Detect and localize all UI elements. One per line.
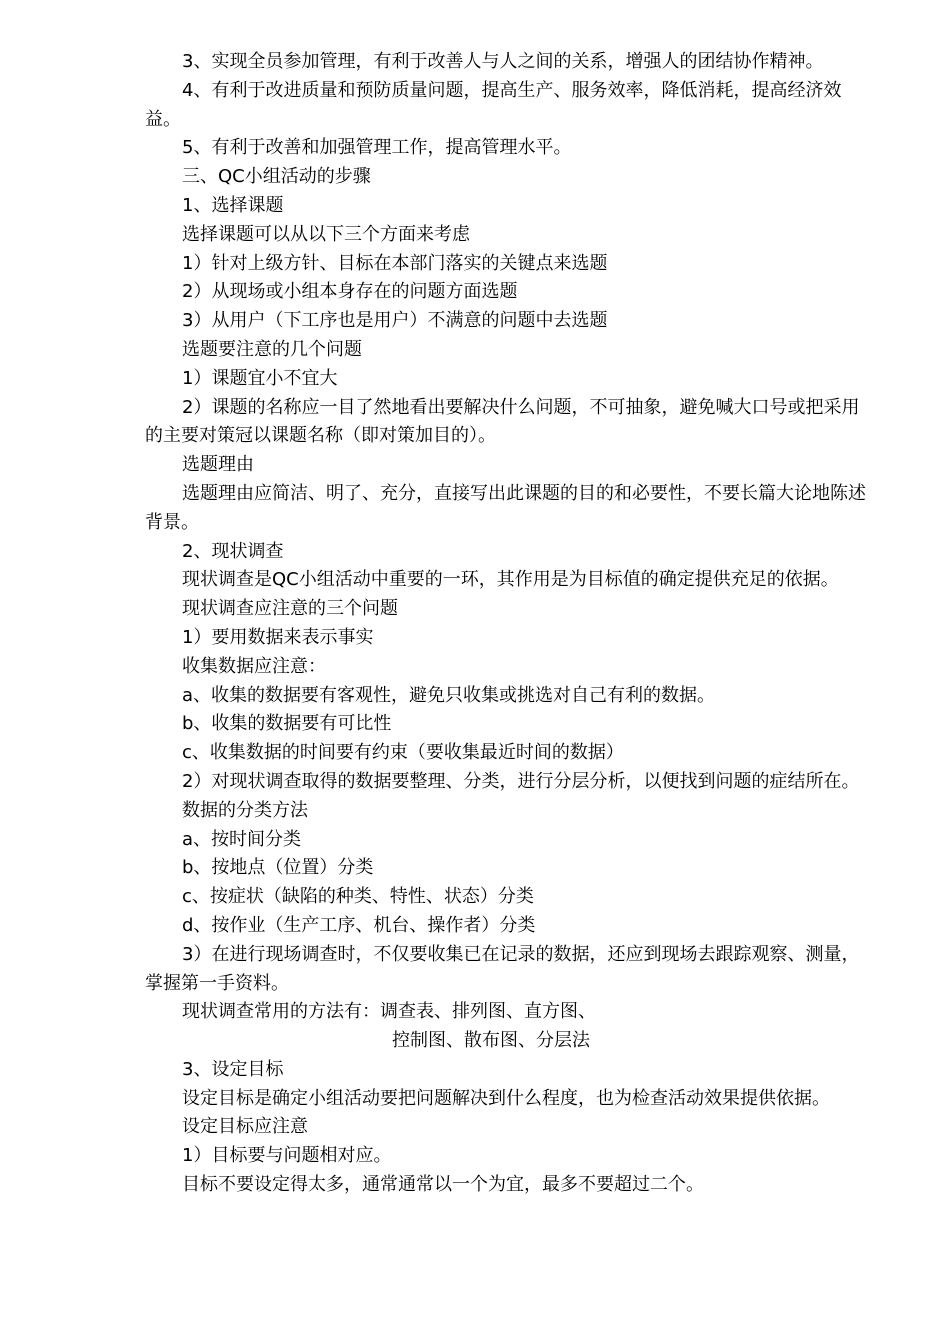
- list-item: 2）课题的名称应一目了然地看出要解决什么问题，不可抽象，避免喊大口号或把采用的主要对策冠以课题名称（即对策加目的）。: [145, 396, 860, 447]
- list-item: 2）对现状调查取得的数据要整理、分类，进行分层分析，以便找到问题的症结所在。: [182, 770, 860, 792]
- paragraph: 设定目标应注意: [182, 1116, 308, 1138]
- paragraph: 选题理由: [182, 454, 254, 476]
- subsection-heading: 2、现状调查: [182, 540, 284, 562]
- paragraph: 设定目标是确定小组活动要把问题解决到什么程度，也为检查活动效果提供依据。: [182, 1087, 830, 1109]
- paragraph: 收集数据应注意：: [182, 655, 326, 677]
- subsection-heading: 1、选择课题: [182, 194, 284, 216]
- list-item: 1）针对上级方针、目标在本部门落实的关键点来选题: [182, 252, 608, 274]
- list-item: 2）从现场或小组本身存在的问题方面选题: [182, 281, 518, 303]
- paragraph-continuation: 控制图、散布图、分层法: [392, 1030, 590, 1052]
- list-item: a、收集的数据要有客观性，避免只收集或挑选对自己有利的数据。: [182, 684, 716, 706]
- paragraph: 选题理由应简洁、明了、充分，直接写出此课题的目的和必要性，不要长篇大论地陈述背景。: [145, 482, 866, 533]
- list-item: 3）在进行现场调查时，不仅要收集已在记录的数据，还应到现场去跟踪观察、测量，掌握第一手资料。: [145, 943, 860, 994]
- section-heading: 三、QC小组活动的步骤: [182, 166, 371, 188]
- list-item: a、按时间分类: [182, 828, 302, 850]
- paragraph: 目标不要设定得太多，通常通常以一个为宜，最多不要超过二个。: [182, 1174, 704, 1196]
- list-item: 1）要用数据来表示事实: [182, 626, 374, 648]
- list-item: b、按地点（位置）分类: [182, 857, 374, 879]
- list-item: 1）课题宜小不宜大: [182, 367, 338, 389]
- paragraph: 现状调查常用的方法有：调查表、排列图、直方图、: [182, 1001, 596, 1023]
- list-item: c、按症状（缺陷的种类、特性、状态）分类: [182, 886, 534, 908]
- list-item: c、收集数据的时间要有约束（要收集最近时间的数据）: [182, 742, 624, 764]
- paragraph: 5、有利于改善和加强管理工作，提高管理水平。: [182, 137, 572, 159]
- paragraph: 选题要注意的几个问题: [182, 338, 362, 360]
- paragraph: 现状调查应注意的三个问题: [182, 598, 398, 620]
- paragraph: 4、有利于改进质量和预防质量问题，提高生产、服务效率，降低消耗，提高经济效益。: [145, 79, 842, 130]
- list-item: d、按作业（生产工序、机台、操作者）分类: [182, 914, 536, 936]
- subsection-heading: 3、设定目标: [182, 1058, 284, 1080]
- paragraph: 3、实现全员参加管理，有利于改善人与人之间的关系，增强人的团结协作精神。: [182, 51, 824, 72]
- document-body: [145, 48, 875, 1200]
- list-item: 3）从用户（下工序也是用户）不满意的问题中去选题: [182, 310, 608, 332]
- paragraph: 选择课题可以从以下三个方面来考虑: [182, 223, 470, 245]
- list-item: b、收集的数据要有可比性: [182, 713, 392, 735]
- paragraph: 数据的分类方法: [182, 799, 308, 821]
- list-item: 1）目标要与问题相对应。: [182, 1145, 392, 1167]
- paragraph: 现状调查是QC小组活动中重要的一环，其作用是为目标值的确定提供充足的依据。: [182, 569, 839, 591]
